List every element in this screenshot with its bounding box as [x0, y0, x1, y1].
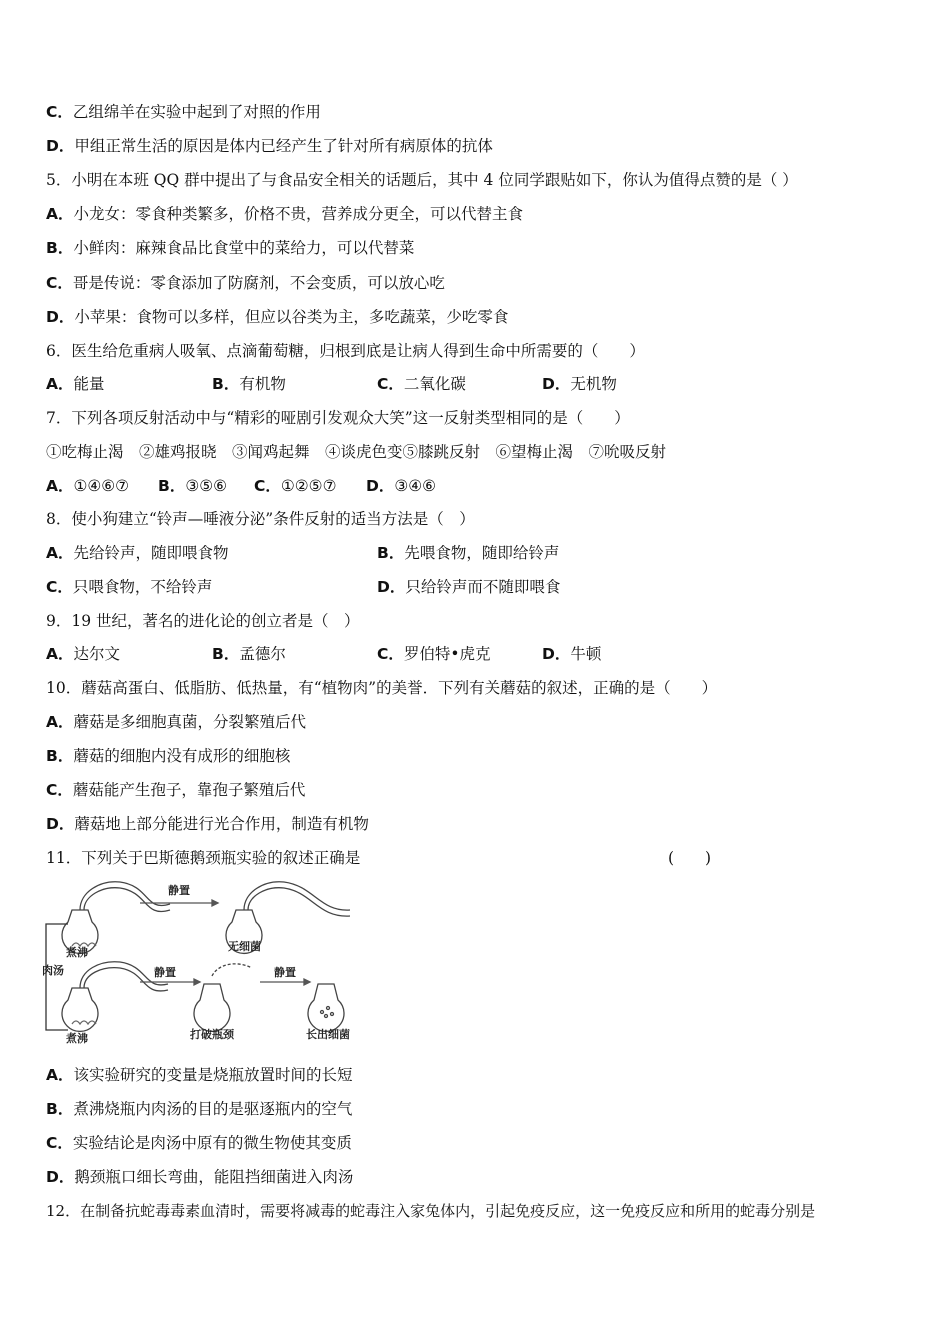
- q5-option-c: C．哥是传说：零食添加了防腐剂，不会变质，可以放心吃: [46, 274, 445, 292]
- q9-option-b: B．孟德尔: [212, 645, 286, 663]
- q6-stem: 6．医生给危重病人吸氧、点滴葡萄糖，归根到底是让病人得到生命中所需要的（ ）: [46, 342, 645, 360]
- q11-stem: 11．下列关于巴斯德鹅颈瓶实验的叙述正确是: [46, 849, 361, 867]
- q8-option-c: C．只喂食物，不给铃声: [46, 578, 213, 596]
- q10-stem: 10．蘑菇高蛋白、低脂肪、低热量，有“植物肉”的美誉．下列有关蘑菇的叙述，正确的是（ ）: [46, 679, 718, 697]
- q11-option-a: A．该实验研究的变量是烧瓶放置时间的长短: [46, 1066, 353, 1084]
- flask-broken-neck: [194, 964, 252, 1032]
- q6-option-c: C．二氧化碳: [377, 375, 466, 393]
- flask-top-left: [62, 882, 170, 954]
- q8-option-a: A．先给铃声，随即喂食物: [46, 544, 229, 562]
- q7-option-b: B．③⑤⑥: [158, 477, 228, 495]
- q5-option-d: D．小苹果：食物可以多样，但应以谷类为主，多吃蔬菜，少吃零食: [46, 308, 509, 326]
- q8-stem: 8．使小狗建立“铃声—唾液分泌”条件反射的适当方法是（ ）: [46, 510, 475, 528]
- q9-option-a: A．达尔文: [46, 645, 121, 663]
- q11-answer-paren: ( ): [668, 849, 712, 867]
- broth-bracket: [46, 924, 68, 1030]
- q9-option-d: D．牛顿: [542, 645, 602, 663]
- flask-bacteria: [308, 984, 344, 1031]
- q9-option-c: C．罗伯特•虎克: [377, 645, 491, 663]
- label-grow-bacteria: 长出细菌: [306, 1028, 350, 1041]
- label-top-arrow: 静置: [168, 884, 190, 897]
- label-boil-bottom: 煮沸: [66, 1032, 88, 1045]
- label-right-arrow: 静置: [274, 966, 296, 979]
- q10-option-d: D．蘑菇地上部分能进行光合作用，制造有机物: [46, 815, 369, 833]
- q5-option-a: A．小龙女：零食种类繁多，价格不贵，营养成分更全，可以代替主食: [46, 205, 524, 223]
- q11-option-b: B．煮沸烧瓶内肉汤的目的是驱逐瓶内的空气: [46, 1100, 353, 1118]
- q7-items: ①吃梅止渴 ②雄鸡报晓 ③闻鸡起舞 ④谈虎色变⑤膝跳反射 ⑥望梅止渴 ⑦吮吸反射: [46, 443, 667, 461]
- q7-option-c: C．①②⑤⑦: [254, 477, 337, 495]
- q10-option-b: B．蘑菇的细胞内没有成形的细胞核: [46, 747, 291, 765]
- q6-option-b: B．有机物: [212, 375, 286, 393]
- q10-option-c: C．蘑菇能产生孢子，靠孢子繁殖后代: [46, 781, 306, 799]
- q12-stem: 12．在制备抗蛇毒毒素血清时，需要将减毒的蛇毒注入家兔体内，引起免疫反应，这一免疫反应和所用的蛇毒分别是: [46, 1202, 816, 1220]
- q10-option-a: A．蘑菇是多细胞真菌，分裂繁殖后代: [46, 713, 307, 731]
- q5-option-b: B．小鲜肉：麻辣食品比食堂中的菜给力，可以代替菜: [46, 239, 415, 257]
- q7-option-d: D．③④⑥: [366, 477, 437, 495]
- q4-option-c: C．乙组绵羊在实验中起到了对照的作用: [46, 103, 321, 121]
- label-boil-top: 煮沸: [66, 946, 88, 959]
- q8-option-b: B．先喂食物，随即给铃声: [377, 544, 560, 562]
- q5-stem: 5．小明在本班 QQ 群中提出了与食品安全相关的话题后，其中 4 位同学跟贴如下，你认为值得点赞的是（ ）: [46, 171, 798, 189]
- q6-option-d: D．无机物: [542, 375, 617, 393]
- q7-stem: 7．下列各项反射活动中与“精彩的哑剧引发观众大笑”这一反射类型相同的是（ ）: [46, 409, 630, 427]
- swan-neck-flask-figure: [40, 872, 370, 1052]
- q8-option-d: D．只给铃声而不随即喂食: [377, 578, 561, 596]
- q11-option-d: D．鹅颈瓶口细长弯曲，能阻挡细菌进入肉汤: [46, 1168, 354, 1186]
- q9-stem: 9．19 世纪，著名的进化论的创立者是（ ）: [46, 612, 360, 630]
- label-no-bacteria: 无细菌: [228, 940, 261, 953]
- q11-option-c: C．实验结论是肉汤中原有的微生物使其变质: [46, 1134, 352, 1152]
- label-mid-arrow: 静置: [154, 966, 176, 979]
- q4-option-d: D．甲组正常生活的原因是体内已经产生了针对所有病原体的抗体: [46, 137, 493, 155]
- label-break-neck: 打破瓶颈: [190, 1028, 234, 1041]
- label-broth: 肉汤: [42, 964, 64, 977]
- q7-option-a: A．①④⑥⑦: [46, 477, 130, 495]
- q6-option-a: A．能量: [46, 375, 105, 393]
